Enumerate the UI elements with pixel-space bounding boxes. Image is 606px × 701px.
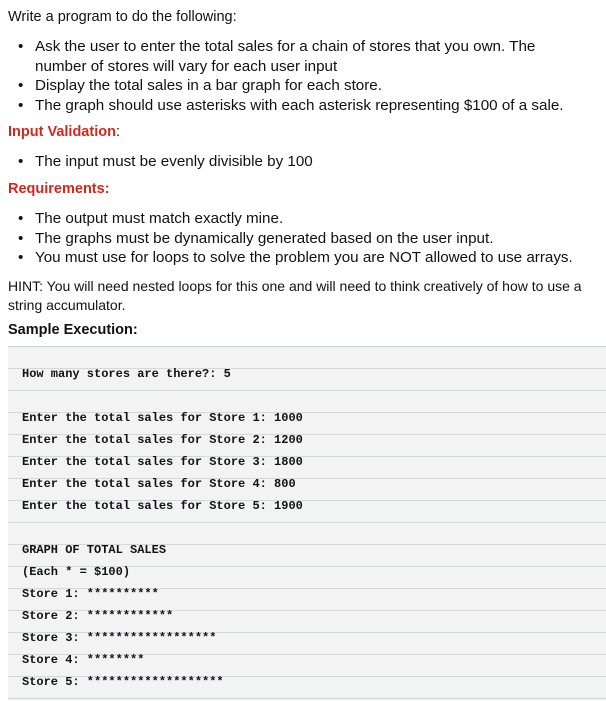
- requirements-heading: Requirements:: [8, 181, 110, 197]
- bullet-icon: •: [18, 96, 24, 114]
- console-input-line: Enter the total sales for Store 1: 1000: [22, 411, 303, 425]
- graph-title-line: GRAPH OF TOTAL SALES: [22, 543, 167, 557]
- graph-legend-line: (Each * = $100): [22, 565, 131, 579]
- bullet-icon: •: [18, 210, 24, 227]
- bullet-icon: •: [18, 153, 24, 170]
- task-text: Display the total sales in a bar graph for each store.: [35, 77, 382, 94]
- requirement-item: [18, 229, 606, 249]
- console-input-line: Enter the total sales for Store 5: 1900: [22, 499, 303, 513]
- bullet-icon: •: [18, 249, 24, 266]
- task-text: Ask the user to enter the total sales for a chain of stores that you own. The number of stores will vary for each user input: [35, 38, 536, 75]
- requirement-text: You must use for loops to solve the problem you are NOT allowed to use arrays.: [35, 249, 573, 266]
- console-input-line: Enter the total sales for Store 2: 1200: [22, 433, 303, 447]
- console-prompt-line: How many stores are there?: 5: [22, 367, 231, 381]
- requirement-item: [18, 209, 606, 229]
- validation-item: [18, 152, 313, 172]
- console-input-line: Enter the total sales for Store 4: 800: [22, 477, 296, 491]
- bullet-icon: •: [18, 77, 24, 94]
- graph-row: Store 2: ************: [22, 609, 174, 623]
- validation-text: The input must be evenly divisible by 100: [35, 153, 313, 170]
- graph-row: Store 5: *******************: [22, 675, 224, 689]
- console-input-line: Enter the total sales for Store 3: 1800: [22, 455, 303, 469]
- task-text: The graph should use asterisks with each asterisk representing $100 of a sale.: [35, 96, 564, 114]
- task-item: [18, 96, 588, 116]
- input-validation-colon: :: [115, 124, 120, 140]
- requirements-list: [18, 209, 606, 268]
- task-item: [18, 37, 588, 76]
- graph-row: Store 4: ********: [22, 653, 145, 667]
- graph-row: Store 1: **********: [22, 587, 159, 601]
- intro-text: Write a program to do the following:: [8, 9, 237, 25]
- graph-row: Store 3: ******************: [22, 631, 217, 645]
- bullet-icon: •: [18, 38, 24, 55]
- requirement-text: The graphs must be dynamically generated based on the user input.: [35, 229, 494, 247]
- sample-execution-heading: Sample Execution:: [8, 322, 138, 338]
- requirement-text: The output must match exactly mine.: [35, 210, 284, 227]
- task-item: [18, 76, 588, 96]
- input-validation-heading-text: Input Validation: [8, 124, 116, 140]
- sample-execution-console: [8, 346, 606, 701]
- validation-list: [18, 152, 313, 172]
- hint-text: HINT: You will need nested loops for this one and will need to think creatively of how to use a string accumulator.: [8, 278, 582, 313]
- bullet-icon: •: [18, 229, 24, 247]
- task-list: [18, 37, 588, 115]
- input-validation-heading: [8, 124, 120, 140]
- requirement-item: [18, 248, 606, 268]
